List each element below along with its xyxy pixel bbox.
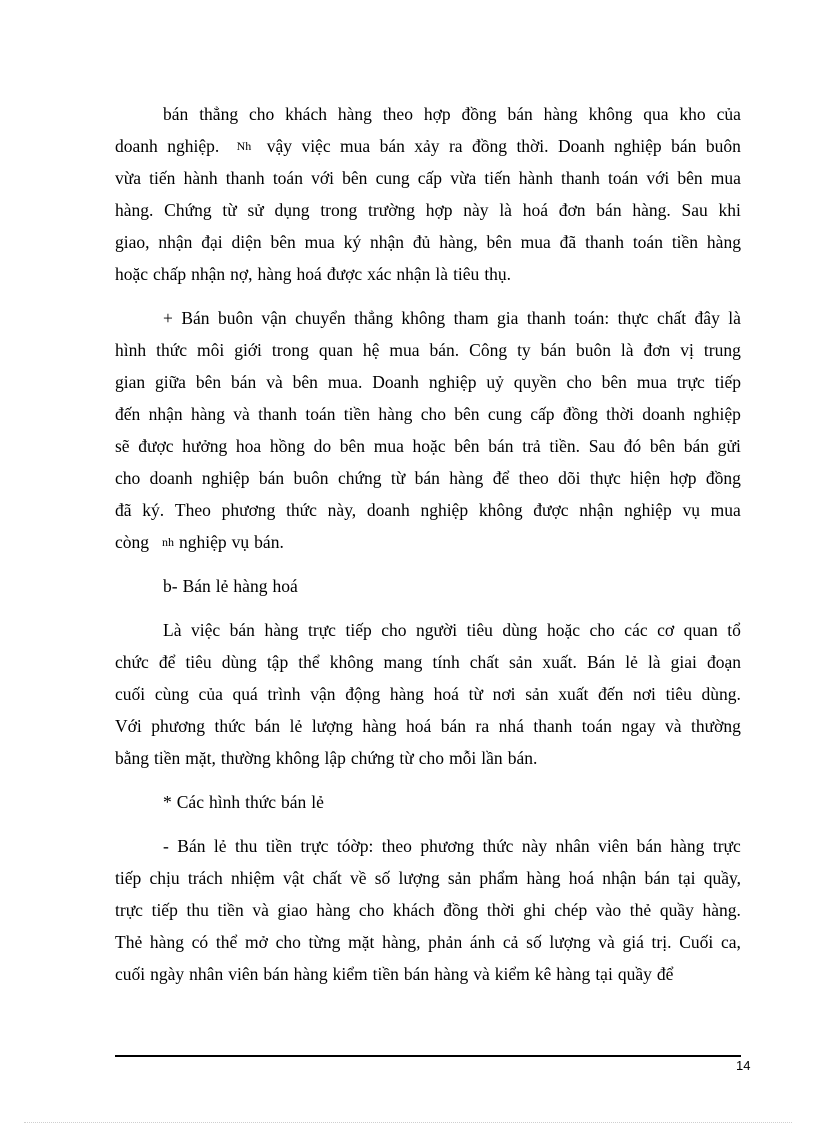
page-number: 14 [736,1058,751,1073]
text-line: đến nhận hàng và thanh toán tiền hàng cho bên cung cấp đồng thời doanh nghiệp [115,404,741,424]
paragraph [115,570,741,602]
text-line: Là việc bán hàng trực tiếp cho người tiêu dùng hoặc cho các cơ quan tổ [163,620,741,640]
text-line: sẽ được hưởng hoa hồng do bên mua hoặc bên bán trả tiền. Sau đó bên bán gửi [115,436,741,456]
text-line: cho doanh nghiệp bán buôn chứng từ bán hàng để theo dõi thực hiện hợp đồng [115,468,741,488]
text-line: đã ký. Theo phương thức này, doanh nghiệp không được nhận nghiệp vụ mua [115,500,741,520]
text-line: giao, nhận đại diện bên mua ký nhận đủ hàng, bên mua đã thanh toán tiền hàng [115,232,741,252]
text-line: cuối ngày nhân viên bán hàng kiểm tiền bán hàng và kiểm kê hàng tại quầy để [115,964,674,984]
text-line: cuối cùng của quá trình vận động hàng hoá từ nơi sản xuất đến nơi tiêu dùng. [115,684,741,704]
paragraph [115,830,741,990]
text-line: còng nh nghiệp vụ bán. [115,532,284,552]
paragraph [115,302,741,558]
text-line: chức để tiêu dùng tập thể không mang tính chất sản xuất. Bán lẻ là giai đoạn [115,652,741,672]
text-line: Với phương thức bán lẻ lượng hàng hoá bán ra nhá thanh toán ngay và thường [115,716,741,736]
paragraph [115,786,741,818]
text-line: vừa tiến hành thanh toán với bên cung cấp vừa tiến hành thanh toán với bên mua [115,168,741,188]
paragraph [115,98,741,290]
text-line: + Bán buôn vận chuyển thẳng không tham gia thanh toán: thực chất đây là [163,308,741,328]
text-line: tiếp chịu trách nhiệm vật chất về số lượng sản phẩm hàng hoá nhận bán tại quầy, [115,868,741,888]
text-line: hình thức môi giới trong quan hệ mua bán. Công ty bán buôn là đơn vị trung [115,340,741,360]
text-line: b- Bán lẻ hàng hoá [163,576,298,596]
text-line: * Các hình thức bán lẻ [163,792,324,812]
text-line: hàng. Chứng từ sử dụng trong trường hợp này là hoá đơn bán hàng. Sau khi [115,200,741,220]
text-line: - Bán lẻ thu tiền trực tóờp: theo phương thức này nhân viên bán hàng trực [163,836,741,856]
text-line: gian giữa bên bán và bên mua. Doanh nghiệp uỷ quyền cho bên mua trực tiếp [115,372,741,392]
text-line: Thẻ hàng có thể mở cho từng mặt hàng, phản ánh cả số lượng và giá trị. Cuối ca, [115,932,741,952]
text-line: hoặc chấp nhận nợ, hàng hoá được xác nhận là tiêu thụ. [115,264,512,284]
footer-rule [115,1055,741,1057]
text-line: doanh nghiệp. Nh vậy việc mua bán xảy ra đồng thời. Doanh nghiệp bán buôn [115,136,741,156]
text-line: trực tiếp thu tiền và giao hàng cho khách đồng thời ghi chép vào thẻ quầy hàng. [115,900,741,920]
text-line: bán thẳng cho khách hàng theo hợp đồng bán hàng không qua kho của [163,104,741,124]
document-body [115,98,741,990]
text-line: bằng tiền mặt, thường không lập chứng từ cho mỗi lần bán. [115,748,538,768]
paragraph [115,614,741,774]
